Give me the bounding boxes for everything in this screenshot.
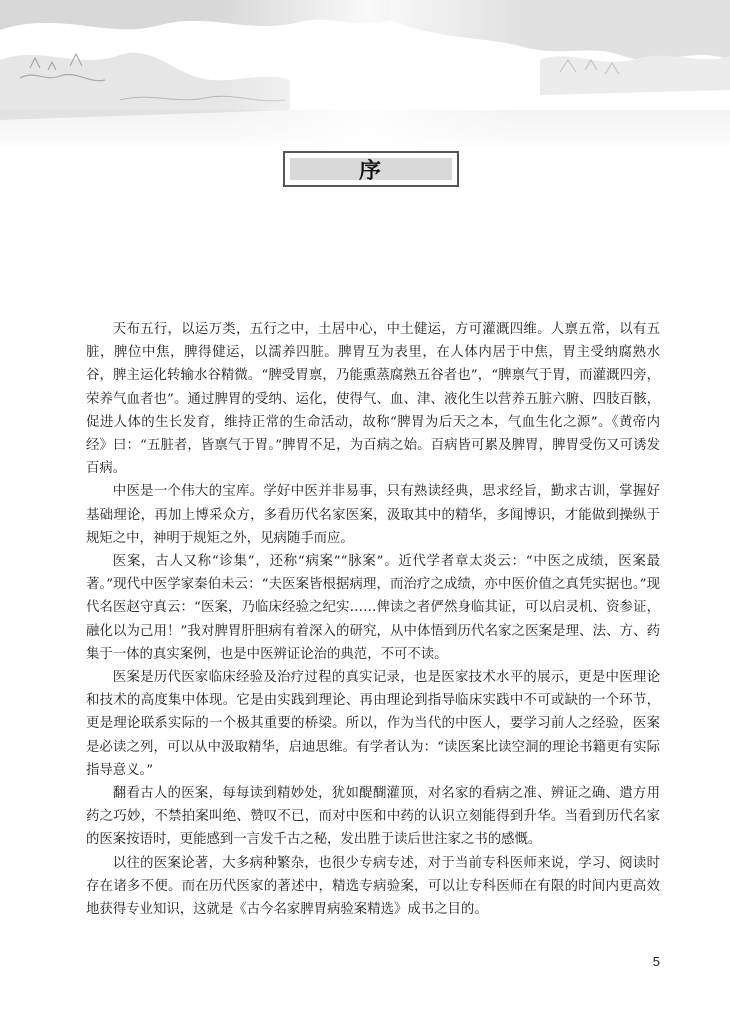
landscape-header-illustration (0, 0, 730, 150)
paragraph: 医案是历代医家临床经验及治疗过程的真实记录，也是医家技术水平的展示，更是中医理论和技术的高度集中体现。它是由实践到理论、再由理论到指导临床实践中不可或缺的一个环节，更是理论联系实际的一个极其重要的桥梁。所以，作为当代的中医人，要学习前人之经验，医案是必读之列，可以从中汲取精华，启迪思维。有学者认为：“读医案比读空洞的理论书籍更有实际指导意义。” (86, 670, 660, 778)
paragraph: 医案，古人又称“诊集”，还称“病案”“脉案”。近代学者章太炎云：“中医之成绩，医案最著。”现代中医学家秦伯未云：“夫医案皆根据病理，而治疗之成绩，亦中医价值之真凭实据也。”现代名医赵守真云：“医案，乃临床经验之纪实……俾读之者俨然身临其证，可以启灵机、资参证，融化以为己用！”我对脾胃肝胆病有着深入的研究，从中体悟到历代名家之医案是理、法、方、药集于一体的真实案例，也是中医辨证论治的典范，不可不读。 (86, 554, 660, 662)
paragraph: 以往的医案论著，大多病种繁杂，也很少专病专述，对于当前专科医师来说，学习、阅读时存在诸多不便。而在历代医家的著述中，精选专病验案，可以让专科医师在有限的时间内更高效地获得专业知识，这就是《古今名家脾胃病验案精选》成书之目的。 (86, 855, 660, 918)
preface-body (86, 318, 660, 921)
title-panel (290, 158, 452, 184)
paragraph: 天布五行，以运万类，五行之中，土居中心，中土健运，方可灌溉四维。人禀五常，以有五脏，脾位中焦，脾得健运，以濡养四脏。脾胃互为表里，在人体内居于中焦，胃主受纳腐熟水谷，脾主运化转输水谷精微。“脾受胃禀，乃能熏蒸腐熟五谷者也”，“脾禀气于胃，而灌溉四旁，荣养气血者也”。通过脾胃的受纳、运化，使得气、血、津、液化生以营养五脏六腑、四肢百骸，促进人体的生长发育，维持正常的生命活动，故称“脾胃为后天之本，气血生化之源”。《黄帝内经》曰：“五脏者，皆禀气于胃。”脾胃不足，为百病之始。百病皆可累及脾胃，脾胃受伤又可诱发百病。 (86, 322, 660, 477)
title-frame (283, 151, 459, 187)
paragraph: 中医是一个伟大的宝库。学好中医并非易事，只有熟读经典，思求经旨，勤求古训，掌握好基础理论，再加上博采众方，多看历代名家医案，汲取其中的精华，多闻博识，才能做到操纵于规矩之中，神明于规矩之外，见病随手而应。 (86, 484, 660, 546)
paragraph: 翻看古人的医案，每每读到精妙处，犹如醍醐灌顶，对名家的看病之准、辨证之确、遣方用药之巧妙，不禁拍案叫绝、赞叹不已，而对中医和中药的认识立刻能得到升华。当看到历代名家的医案按语时，更能感到一言发千古之秘，发出胜于读后世注家之书的感慨。 (86, 786, 660, 848)
page-title: 序 (358, 158, 383, 184)
page-number: 5 (652, 954, 660, 969)
